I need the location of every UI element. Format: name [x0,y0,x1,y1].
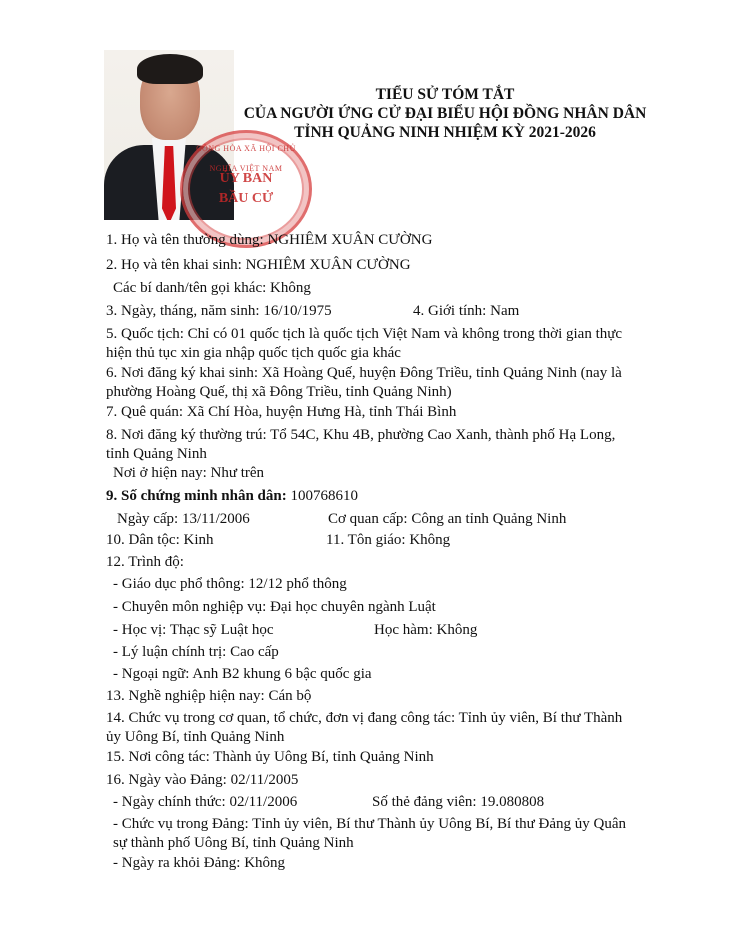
field-issuer [328,510,566,529]
field-workplace [106,748,434,767]
field-party-card [372,793,544,812]
field-current-residence [113,464,264,483]
field-value: 100768610 [290,488,358,504]
stamp-line2: BẦU CỬ [218,191,274,206]
field-value: Công an tỉnh Quảng Ninh [411,511,567,527]
field-ethnicity [106,531,213,550]
title-line2: CỦA NGƯỜI ỨNG CỬ ĐẠI BIỂU HỘI ĐỒNG NHÂN DÂN [243,105,647,122]
field-value: NGHIÊM XUÂN CƯỜNG [267,232,433,248]
field-profession [113,598,436,617]
field-label: - Chức vụ trong Đảng: [113,816,249,832]
field-hometown [106,403,456,422]
field-label: 8. Nơi đăng ký thường trú: [106,427,267,443]
field-value: Anh B2 khung 6 bậc quốc gia [192,666,372,682]
field-birth-registration [106,364,636,402]
field-label: Học hàm: [374,622,433,638]
field-value: 12/12 phổ thông [248,576,347,592]
title-line1: TIỂU SỬ TÓM TẮT [375,86,515,103]
field-value: Không [436,622,478,638]
field-birth-name [106,256,411,275]
field-label: 7. Quê quán: [106,404,184,420]
field-academic-degree [113,621,274,640]
field-official-date [113,793,297,812]
field-value: NGHIÊM XUÂN CƯỜNG [245,257,411,273]
field-value: Không [244,855,286,871]
field-political-theory [113,643,279,662]
field-value: Đại học chuyên ngành Luật [270,599,436,615]
field-label: 9. Số chứng minh nhân dân: [106,488,287,504]
field-label: 15. Nơi công tác: [106,749,210,765]
field-label: 12. Trình độ: [106,554,184,570]
field-label: Số thẻ đảng viên: [372,794,477,810]
field-label: - Học vị: [113,622,167,638]
field-label: Ngày cấp: [117,511,179,527]
field-label: 6. Nơi đăng ký khai sinh: [106,365,259,381]
field-value: Nam [490,303,520,319]
field-common-name [106,231,432,250]
field-position [106,709,636,747]
field-value: Cán bộ [268,688,312,704]
field-value: Tỉnh ủy viên, Bí thư Thành ủy Uông Bí, tỉnh Quảng Ninh [106,710,623,745]
field-label: Cơ quan cấp: [328,511,408,527]
field-label: - Ngày ra khỏi Đảng: [113,855,241,871]
field-value: Tổ 54C, Khu 4B, phường Cao Xanh, thành phố Hạ Long, tỉnh Quảng Ninh [106,427,616,462]
field-label: 4. Giới tính: [413,303,487,319]
field-value: Kinh [183,532,214,548]
field-label: Nơi ở hiện nay: [113,465,207,481]
photo-hair [137,54,203,84]
field-label: 2. Họ và tên khai sinh: [106,257,242,273]
field-party-leave-date [113,854,285,873]
title-line3: TỈNH QUẢNG NINH NHIỆM KỲ 2021-2026 [294,124,596,141]
field-value: 16/10/1975 [263,303,332,319]
field-value: Tỉnh ủy viên, Bí thư Thành ủy Uông Bí, Bí thư Đảng ủy Quân sự thành phố Uông Bí, tỉnh Quảng Ninh [113,816,626,851]
field-label: 13. Nghề nghiệp hiện nay: [106,688,265,704]
field-label: - Ngoại ngữ: [113,666,190,682]
field-value: Thành ủy Uông Bí, tỉnh Quảng Ninh [213,749,434,765]
field-label: 11. Tôn giáo: [326,532,406,548]
field-value: 13/11/2006 [181,511,250,527]
field-dob [106,302,332,321]
field-party-position [113,815,636,853]
field-value: Không [270,280,311,296]
field-qualifications [106,553,184,572]
field-label: 3. Ngày, tháng, năm sinh: [106,303,260,319]
document-title [240,85,650,142]
field-issue-date [117,510,250,529]
field-party-join-date [106,771,298,790]
field-religion [326,531,450,550]
stamp-line1: ỦY BAN [219,171,273,186]
field-value: Xã Hoàng Quế, huyện Đông Triều, tỉnh Quảng Ninh (nay là phường Hoàng Quế, thị xã Đông Triều, tỉnh Quảng Ninh) [106,365,622,400]
field-value: Chỉ có 01 quốc tịch là quốc tịch Việt Nam và không trong thời gian thực hiện thủ tục xin gia nhập quốc tịch quốc gia khác [106,326,623,361]
field-value: 02/11/2006 [229,794,298,810]
field-label: Các bí danh/tên gọi khác: [113,280,267,296]
field-label: 1. Họ và tên thường dùng: [106,232,264,248]
field-label: 16. Ngày vào Đảng: [106,772,227,788]
field-label: - Lý luận chính trị: [113,644,227,660]
field-general-education [113,575,347,594]
field-nationality [106,325,636,363]
field-value: Không [409,532,451,548]
candidate-photo [104,50,234,220]
field-value: Cao cấp [230,644,279,660]
field-aliases [113,279,311,298]
field-gender [413,302,519,321]
field-foreign-language [113,665,372,684]
field-value: Xã Chí Hòa, huyện Hưng Hà, tỉnh Thái Bình [186,404,457,420]
field-occupation [106,687,311,706]
field-label: - Giáo dục phổ thông: [113,576,245,592]
field-permanent-residence [106,426,636,464]
field-label: - Ngày chính thức: [113,794,226,810]
field-id-number [106,487,358,506]
field-value: Thạc sỹ Luật học [169,622,274,638]
field-value: 19.080808 [480,794,545,810]
field-label: - Chuyên môn nghiệp vụ: [113,599,267,615]
field-academic-rank [374,621,477,640]
field-label: 5. Quốc tịch: [106,326,184,342]
field-value: 02/11/2005 [230,772,299,788]
stamp-ring-text: CỘNG HÒA XÃ HỘI CHỦ NGHĨA VIỆT NAM [196,144,296,173]
field-label: 10. Dân tộc: [106,532,180,548]
field-label: 14. Chức vụ trong cơ quan, tổ chức, đơn vị đang công tác: [106,710,456,726]
field-value: Như trên [210,465,265,481]
